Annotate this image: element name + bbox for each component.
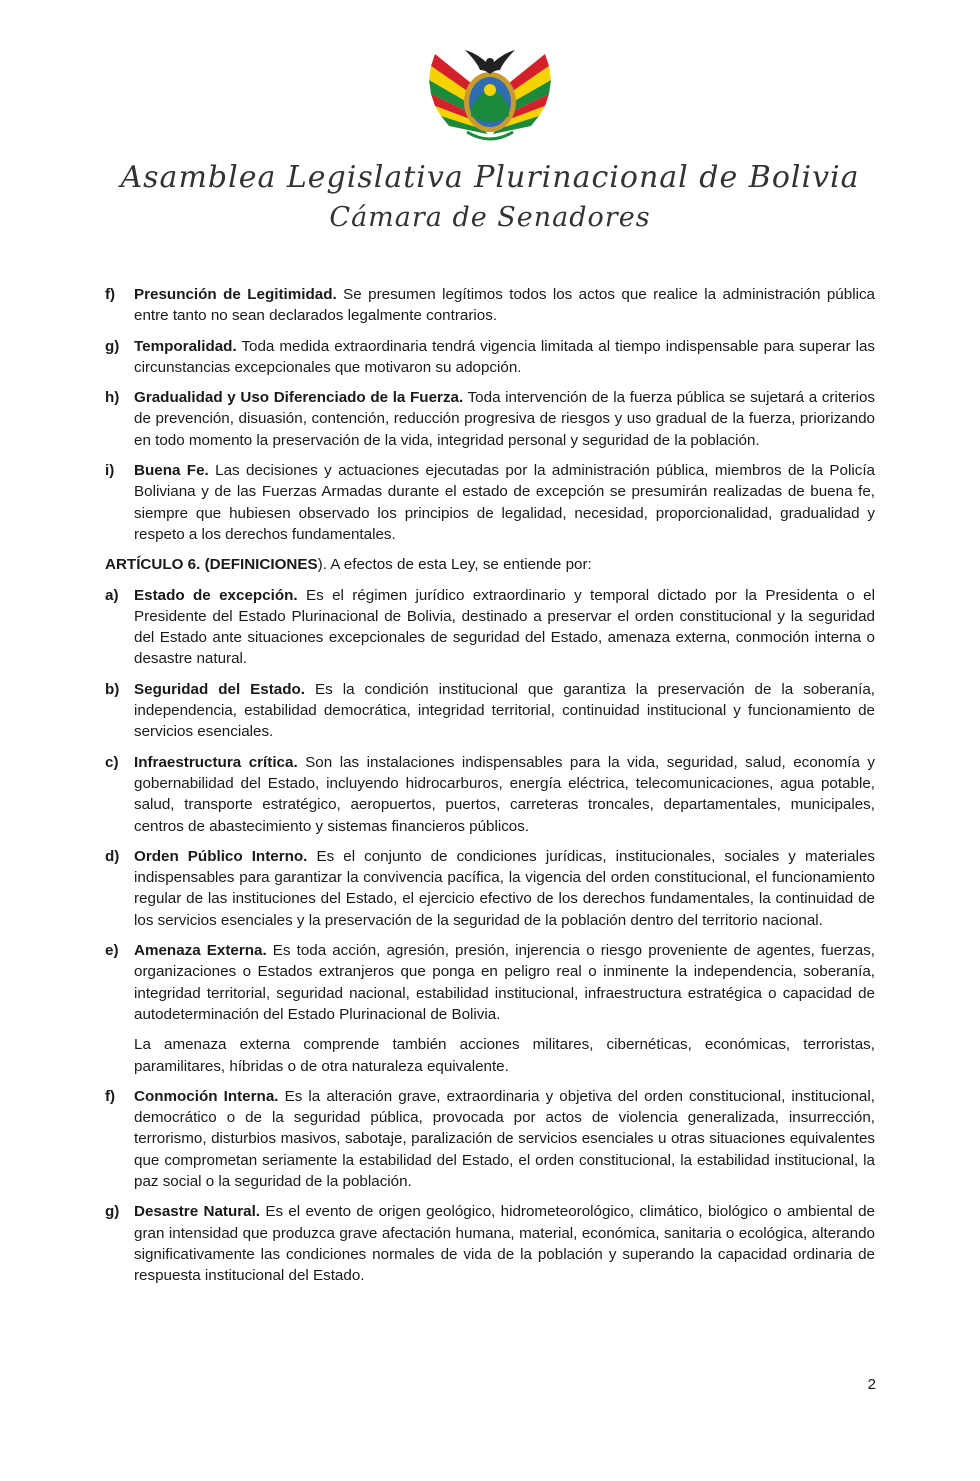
item-text bbox=[134, 940, 875, 1025]
item-letter: i) bbox=[105, 462, 115, 480]
list-item bbox=[105, 940, 875, 1025]
coat-of-arms-icon bbox=[425, 36, 555, 148]
item-body: Es el régimen jurídico extraordinario y temporal dictado por la Presidenta o el Presidente del Estado Plurinacional de Bolivia, destinado a preservar el orden constitucional y la seguridad del Estado ante situaciones excepcionales de seguridad del Estado, amenaza externa, conmoción interna o desastre natural. bbox=[134, 586, 875, 668]
item-letter: a) bbox=[105, 586, 119, 604]
item-text bbox=[134, 752, 875, 837]
item-body: Toda medida extraordinaria tendrá vigencia limitada al tiempo indispensable para superar las circunstancias excepcionales que motivaron su adopción. bbox=[134, 337, 875, 376]
item-body: Toda intervención de la fuerza pública se sujetará a criterios de prevención, disuasión, contención, reducción progresiva de riesgos y uso gradual de la fuerza, priorizando en todo momento la preservación de la vida, integridad personal y seguridad de la población. bbox=[134, 389, 876, 449]
item-title: Seguridad del Estado. bbox=[134, 680, 306, 698]
list-item bbox=[105, 679, 875, 743]
item-title: Presunción de Legitimidad. bbox=[134, 286, 337, 303]
item-title: Gradualidad y Uso Diferenciado de la Fuerza. bbox=[134, 389, 464, 407]
list-item bbox=[105, 585, 875, 670]
item-text bbox=[134, 387, 875, 451]
item-title: Estado de excepción. bbox=[134, 586, 298, 604]
item-letter: d) bbox=[105, 847, 120, 865]
list-item bbox=[105, 1086, 875, 1192]
item-letter: g) bbox=[105, 337, 120, 355]
item-title: Temporalidad. bbox=[134, 337, 237, 355]
item-text bbox=[134, 1086, 875, 1192]
item-body: Es el evento de origen geológico, hidrometeorológico, climático, biológico o ambiental de gran intensidad que produzca grave afectación humana, material, económica, sanitaria o ecológica, alterando significativamente las condiciones normales de vida de la población y superando la capacidad ordinaria de respuesta institucional del Estado. bbox=[134, 1203, 876, 1285]
chamber-name: Cámara de Senadores bbox=[329, 202, 651, 233]
item-text bbox=[134, 336, 875, 379]
item-letter: h) bbox=[105, 389, 120, 407]
item-title: Conmoción Interna. bbox=[134, 1087, 279, 1105]
item-body: Las decisiones y actuaciones ejecutadas por la administración pública, miembros de la Policía Boliviana y de las Fuerzas Armadas durante el estado de excepción se presumirán realizadas de buena fe, siempre que hubiesen observado los principios de legalidad, necesidad, proporcionalidad, gradualidad y respeto a los derechos fundamentales. bbox=[134, 462, 875, 543]
item-title: Desastre Natural. bbox=[134, 1203, 261, 1221]
item-body: Es la alteración grave, extraordinaria y objetiva del orden constitucional, institucional, democrático o de la seguridad pública, provocada por actos de violencia generalizada, insurrección, terrorismo, disturbios masivos, sabotaje, paralización de servicios esenciales u otras situaciones equivalentes que comprometan seriamente la estabilidad del Estado, el orden constitucional, la estabilidad institucional, la paz social o la seguridad de la población. bbox=[134, 1087, 875, 1190]
list-item bbox=[105, 336, 875, 379]
letterhead bbox=[0, 36, 980, 234]
item-body: Son las instalaciones indispensables para la vida, seguridad, salud, economía y gobernabilidad del Estado, incluyendo hidrocarburos, energía eléctrica, telecomunicaciones, agua potable, salud, transporte estratégico, aeropuertos, puertos, carreteras troncales, departamentales, municipales, centros de abastecimiento y sistemas financieros públicos. bbox=[134, 753, 875, 835]
item-text bbox=[134, 679, 875, 743]
document-body bbox=[105, 284, 875, 1295]
item-text bbox=[134, 284, 875, 327]
item-text bbox=[134, 460, 875, 545]
institution-name: Asamblea Legislativa Plurinacional de Bolivia bbox=[120, 160, 860, 195]
item-letter: e) bbox=[105, 942, 119, 960]
item-letter: g) bbox=[105, 1203, 120, 1221]
item-title: Amenaza Externa. bbox=[134, 942, 267, 960]
article-label: ARTÍCULO 6. (DEFINICIONES bbox=[105, 556, 318, 574]
list-item bbox=[105, 752, 875, 837]
item-letter: c) bbox=[105, 753, 119, 771]
item-title: Infraestructura crítica. bbox=[134, 753, 298, 771]
item-body: Se presumen legítimos todos los actos que realice la administración pública entre tanto no sean declarados legalmente contrarios. bbox=[134, 286, 875, 325]
item-letter: f) bbox=[105, 286, 116, 303]
item-body: Es toda acción, agresión, presión, injerencia o riesgo proveniente de agentes, fuerzas, organizaciones o Estados extranjeros que ponga en peligro real o inminente la independencia, soberanía, integridad territorial, seguridad nacional, estabilidad institucional, infraestructura estratégica o capacidad de autodeterminación del Estado Plurinacional de Bolivia. bbox=[134, 942, 875, 1023]
item-extra-paragraph: La amenaza externa comprende también acciones militares, cibernéticas, económicas, terroristas, paramilitares, híbridas o de otra naturaleza equivalente. bbox=[134, 1036, 875, 1075]
list-item bbox=[105, 1201, 875, 1286]
item-text bbox=[134, 1201, 875, 1286]
list-item bbox=[105, 284, 875, 327]
item-title: Orden Público Interno. bbox=[134, 847, 308, 865]
list-item bbox=[105, 387, 875, 451]
item-title: Buena Fe. bbox=[134, 462, 209, 480]
list-item bbox=[105, 846, 875, 931]
item-body: Es el conjunto de condiciones jurídicas, institucionales, sociales y materiales indispensables para garantizar la convivencia pacífica, la vigencia del orden constitucional, el funcionamiento regular de las instituciones del Estado, el ejercicio efectivo de los derechos fundamentales, la continuidad de los servicios esenciales y la preservación de la seguridad de la población dentro del territorio nacional. bbox=[134, 847, 875, 929]
item-letter: b) bbox=[105, 680, 120, 698]
item-text bbox=[134, 846, 875, 931]
article-heading bbox=[105, 554, 875, 575]
item-text bbox=[134, 585, 875, 670]
list-item bbox=[105, 460, 875, 545]
item-letter: f) bbox=[105, 1087, 116, 1105]
item-body: Es la condición institucional que garantiza la preservación de la soberanía, independencia, estabilidad democrática, integridad territorial, continuidad institucional y funcionamiento de servicios esenciales. bbox=[134, 680, 875, 741]
page-number: 2 bbox=[867, 1376, 876, 1393]
article-rest: ). A efectos de esta Ley, se entiende por: bbox=[317, 556, 592, 574]
